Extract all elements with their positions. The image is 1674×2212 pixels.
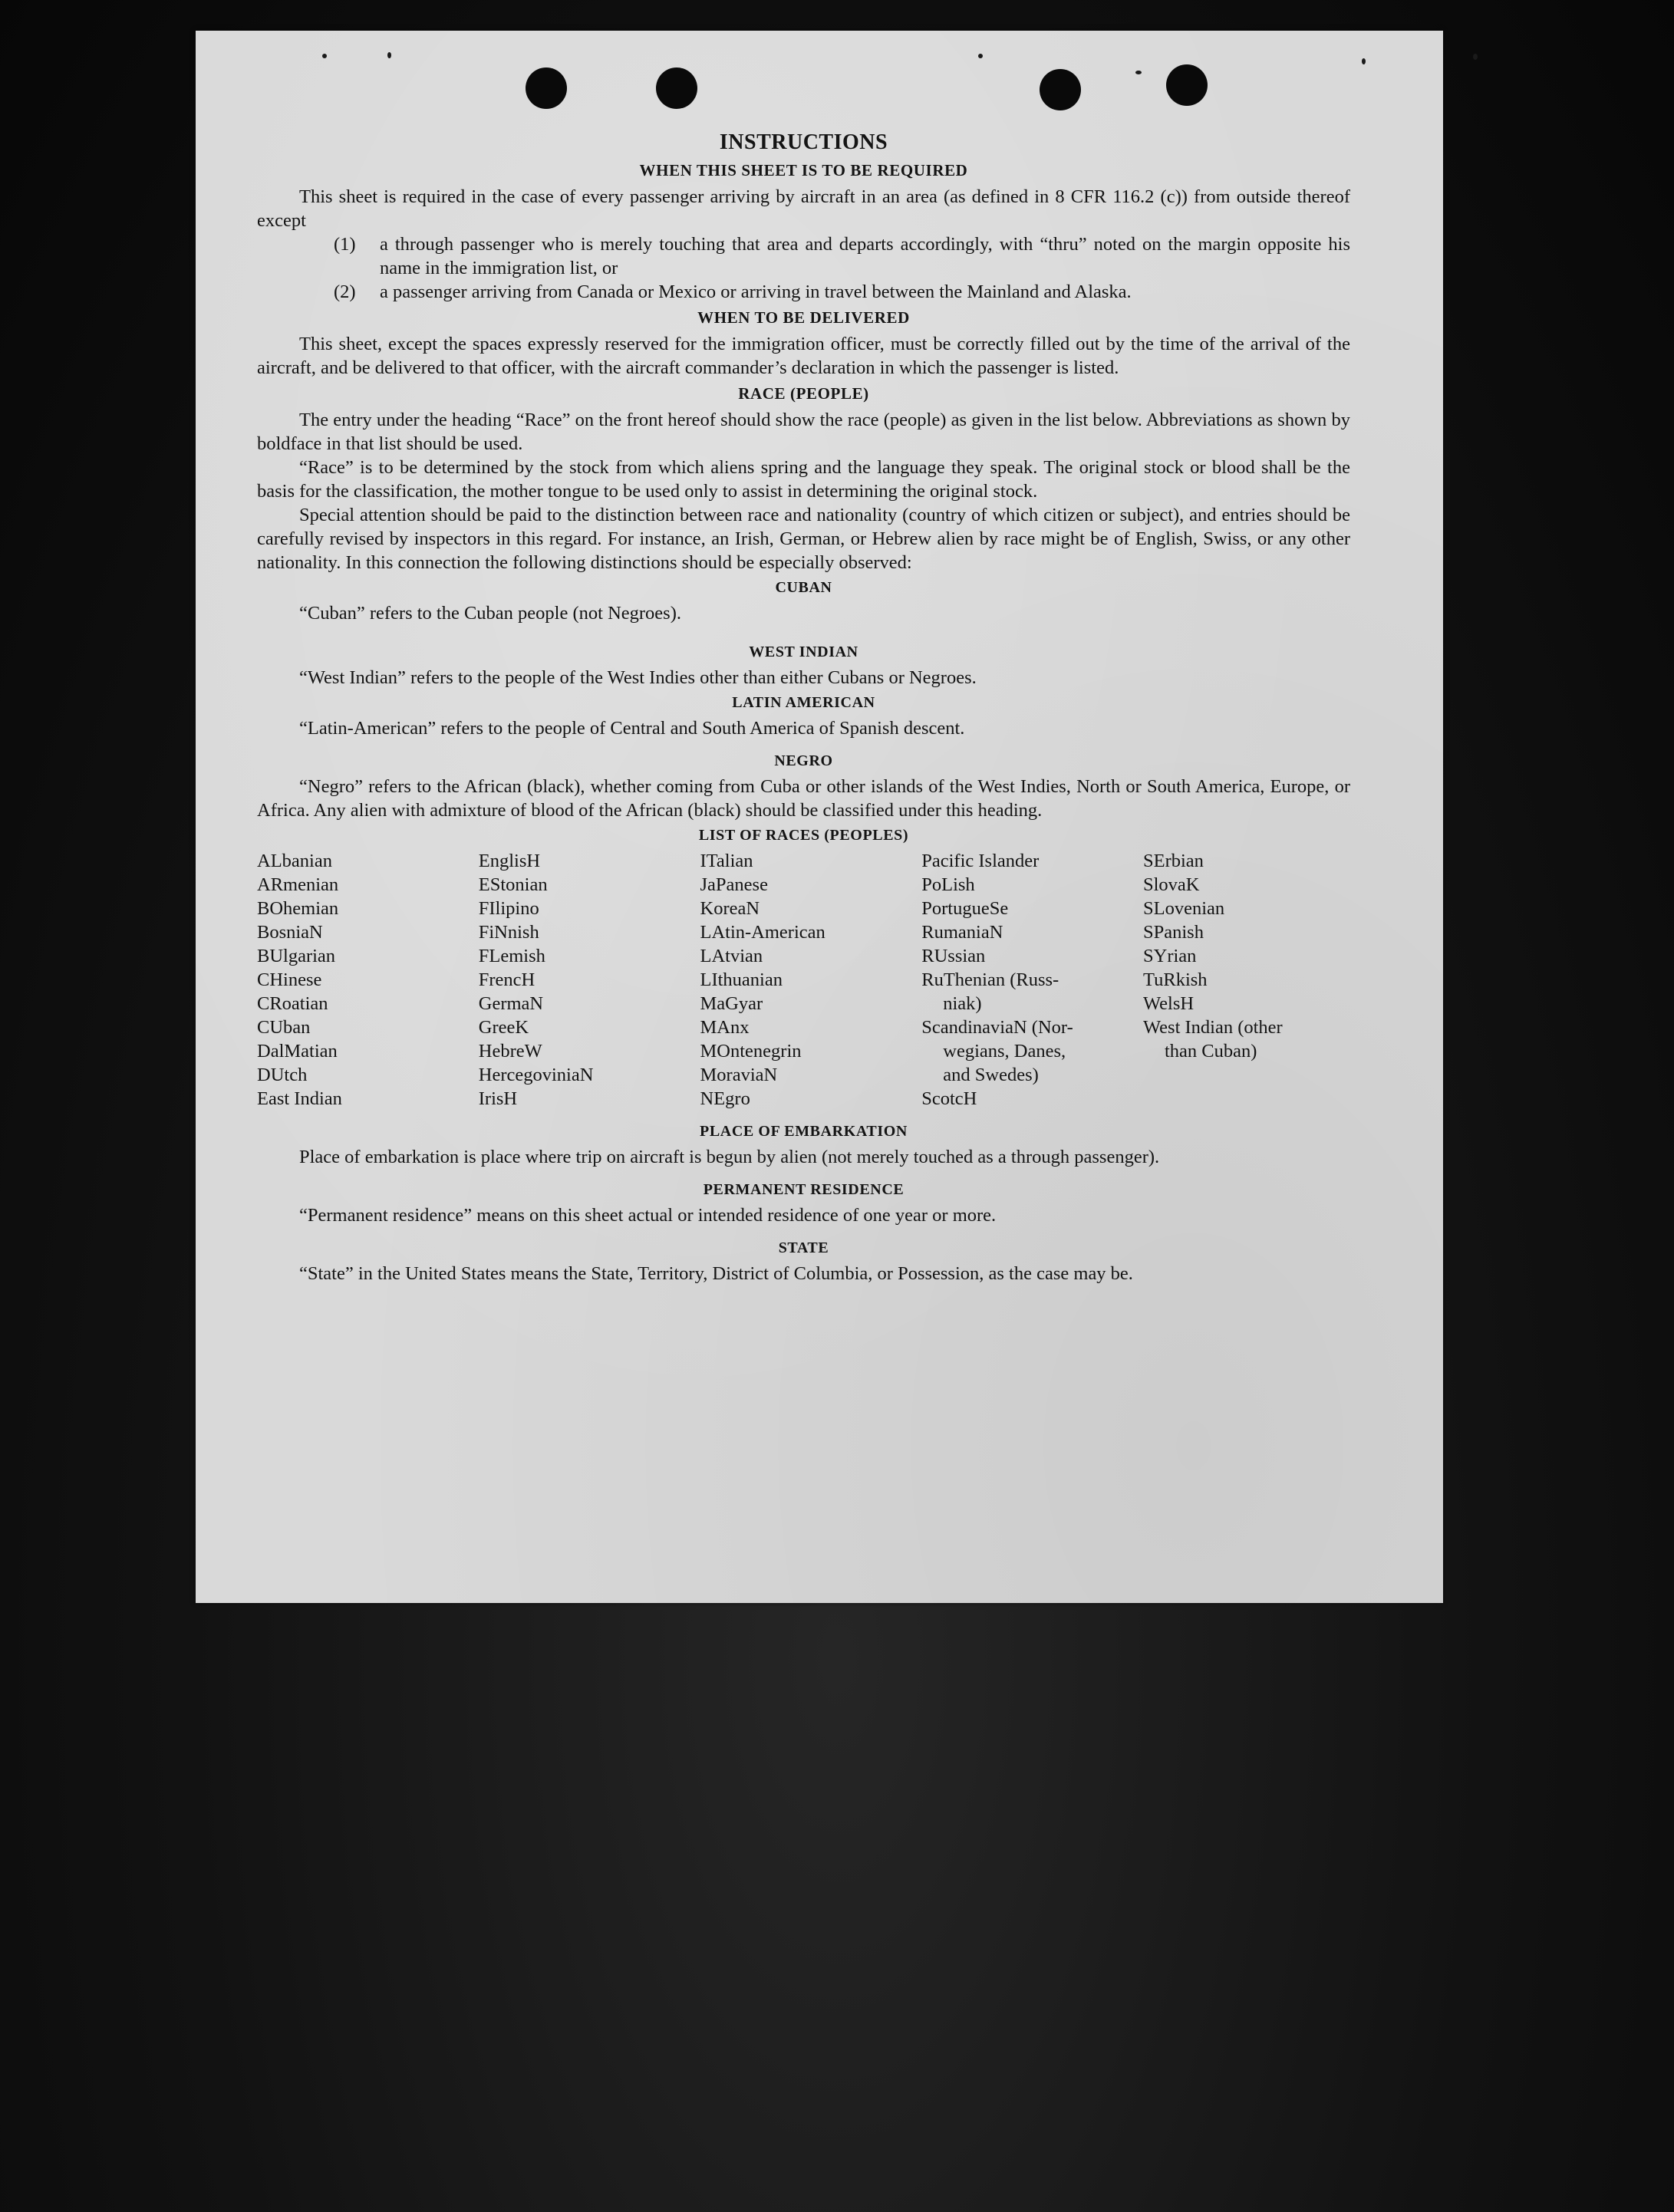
when-delivered-text: This sheet, except the spaces expressly reserved for the immigration officer, must be correctly filled out by the time of the arrival of the aircraft, and be delivered to that officer, with the aircraft commander’s declaration in which the passenger is listed.: [257, 334, 1350, 378]
race-item: NEgro: [700, 1088, 750, 1109]
race-item: SLovenian: [1143, 898, 1225, 919]
section-heading-cuban: CUBAN: [775, 579, 832, 596]
race-item: LIthuanian: [700, 969, 783, 990]
negro-text: “Negro” refers to the African (black), whether coming from Cuba or other islands of the West Indies, North or South America, Europe, or Africa. Any alien with admixture of blood of the African (black) should be classified under this heading.: [257, 776, 1350, 821]
race-item: WelsH: [1143, 993, 1195, 1014]
race-item: DalMatian: [257, 1041, 338, 1062]
race-item: GreeK: [478, 1017, 529, 1038]
race-item: MAnx: [700, 1017, 750, 1038]
race-paragraph-1: The entry under the heading “Race” on the front hereof should show the race (people) as given in the list below. Abbreviations as shown by boldface in that list should be used.: [257, 410, 1350, 454]
race-item: ALbanian: [257, 851, 332, 871]
race-item: CHinese: [257, 969, 322, 990]
west-indian-text: “West Indian” refers to the people of the West Indies other than either Cubans or Negroes.: [299, 667, 977, 688]
race-item: FIlipino: [478, 898, 539, 919]
race-item: JaPanese: [700, 874, 768, 895]
race-item: ITalian: [700, 851, 753, 871]
latin-american-text: “Latin-American” refers to the people of Central and South America of Spanish descent.: [299, 718, 965, 739]
document-sheet: [196, 31, 1443, 1603]
race-item: CUban: [257, 1017, 311, 1038]
race-item: PortugueSe: [921, 898, 1009, 919]
instructions-content: [257, 130, 1350, 1285]
race-item: TuRkish: [1143, 969, 1208, 990]
cuban-text: “Cuban” refers to the Cuban people (not Negroes).: [299, 603, 681, 624]
race-item: BUlgarian: [257, 946, 336, 966]
race-item: LAtin-American: [700, 922, 825, 943]
race-column-1: [257, 849, 464, 1111]
dust-speck: [1135, 71, 1142, 74]
exception-item-2: (2) a passenger arriving from Canada or Mexico or arriving in travel between the Mainland and Alaska.: [334, 281, 1132, 302]
race-paragraph-2: “Race” is to be determined by the stock from which aliens spring and the language they speak. The original stock or blood shall be the basis for the classification, the mother tongue to be used only to assist in determining the original stock.: [257, 457, 1350, 502]
race-paragraph-3: Special attention should be paid to the distinction between race and nationality (country of which citizen or subject), and entries should be carefully revised by inspectors in this regard. For instance, an Irish, German, or Hebrew alien by race might be of English, Swiss, or any other nationality. In this connection the following distinctions should be especially observed:: [257, 505, 1350, 573]
dust-speck: [1362, 58, 1366, 64]
section-heading-when-delivered: WHEN TO BE DELIVERED: [697, 308, 910, 327]
race-item: MaGyar: [700, 993, 763, 1014]
race-item-continuation: wegians, Danes,: [943, 1041, 1066, 1062]
race-item: BosniaN: [257, 922, 323, 943]
race-item: IrisH: [478, 1088, 518, 1109]
when-required-intro: This sheet is required in the case of every passenger arriving by aircraft in an area (as defined in 8 CFR 116.2 (c)) from outside thereof except: [257, 186, 1350, 231]
section-heading-negro: NEGRO: [774, 752, 833, 769]
section-heading-race: RACE (PEOPLE): [738, 384, 869, 403]
race-item: ScandinaviaN (Nor-: [921, 1017, 1073, 1038]
race-item: RumaniaN: [921, 922, 1003, 943]
race-item: SErbian: [1143, 851, 1204, 871]
race-column-3: [700, 849, 908, 1111]
section-heading-permanent-residence: PERMANENT RESIDENCE: [703, 1181, 905, 1198]
race-item: GermaN: [478, 993, 544, 1014]
dust-speck: [322, 54, 327, 58]
dust-speck: [978, 54, 983, 58]
section-heading-place-of-embarkation: PLACE OF EMBARKATION: [700, 1123, 908, 1140]
race-item: FiNnish: [478, 922, 539, 943]
race-item: FrencH: [478, 969, 535, 990]
race-item: ScotcH: [921, 1088, 977, 1109]
section-heading-list-of-races: LIST OF RACES (PEOPLES): [698, 827, 909, 844]
race-item: West Indian (other: [1143, 1017, 1283, 1038]
section-heading-west-indian: WEST INDIAN: [749, 644, 858, 660]
race-item: FLemish: [478, 946, 545, 966]
dust-speck: [387, 52, 391, 58]
race-item: HercegoviniaN: [478, 1065, 594, 1085]
race-item: LAtvian: [700, 946, 763, 966]
race-item: EnglisH: [478, 851, 541, 871]
section-heading-state: STATE: [778, 1239, 829, 1256]
race-item: PoLish: [921, 874, 975, 895]
section-heading-latin-american: LATIN AMERICAN: [732, 694, 875, 711]
permanent-residence-text: “Permanent residence” means on this sheet actual or intended residence of one year or more.: [299, 1205, 997, 1226]
race-item: KoreaN: [700, 898, 760, 919]
punch-hole: [656, 67, 697, 109]
punch-hole: [1040, 69, 1081, 110]
race-item: CRoatian: [257, 993, 328, 1014]
race-item: East Indian: [257, 1088, 342, 1109]
race-column-5: [1143, 849, 1350, 1111]
race-item: EStonian: [478, 874, 548, 895]
race-item: MOntenegrin: [700, 1041, 802, 1062]
race-item: RUssian: [921, 946, 986, 966]
race-item: SlovaK: [1143, 874, 1200, 895]
exception-item-1: (1) a through passenger who is merely touching that area and departs accordingly, with “thru” noted on the margin opposite his name in the immigration list, or: [334, 234, 1350, 278]
race-item: SYrian: [1143, 946, 1197, 966]
race-item: Pacific Islander: [921, 851, 1040, 871]
race-item: DUtch: [257, 1065, 308, 1085]
race-item: MoraviaN: [700, 1065, 778, 1085]
dust-speck: [1473, 54, 1478, 60]
place-of-embarkation-text: Place of embarkation is place where trip on aircraft is begun by alien (not merely touched as a through passenger).: [299, 1147, 1160, 1167]
race-item: HebreW: [478, 1041, 542, 1062]
race-item-continuation: than Cuban): [1165, 1041, 1257, 1062]
state-text: “State” in the United States means the State, Territory, District of Columbia, or Possession, as the case may be.: [299, 1263, 1133, 1284]
section-heading-when-required: WHEN THIS SHEET IS TO BE REQUIRED: [639, 161, 968, 179]
race-column-4: [921, 849, 1129, 1111]
race-item: RuThenian (Russ-: [921, 969, 1059, 990]
race-item-continuation: niak): [943, 993, 982, 1014]
punch-hole: [1166, 64, 1208, 106]
race-column-2: [479, 849, 686, 1111]
race-item: ARmenian: [257, 874, 339, 895]
race-item-continuation: and Swedes): [943, 1065, 1039, 1085]
race-item: SPanish: [1143, 922, 1204, 943]
punch-hole: [526, 67, 567, 109]
page-title: INSTRUCTIONS: [719, 130, 888, 154]
race-list: [257, 849, 1350, 1111]
race-item: BOhemian: [257, 898, 339, 919]
